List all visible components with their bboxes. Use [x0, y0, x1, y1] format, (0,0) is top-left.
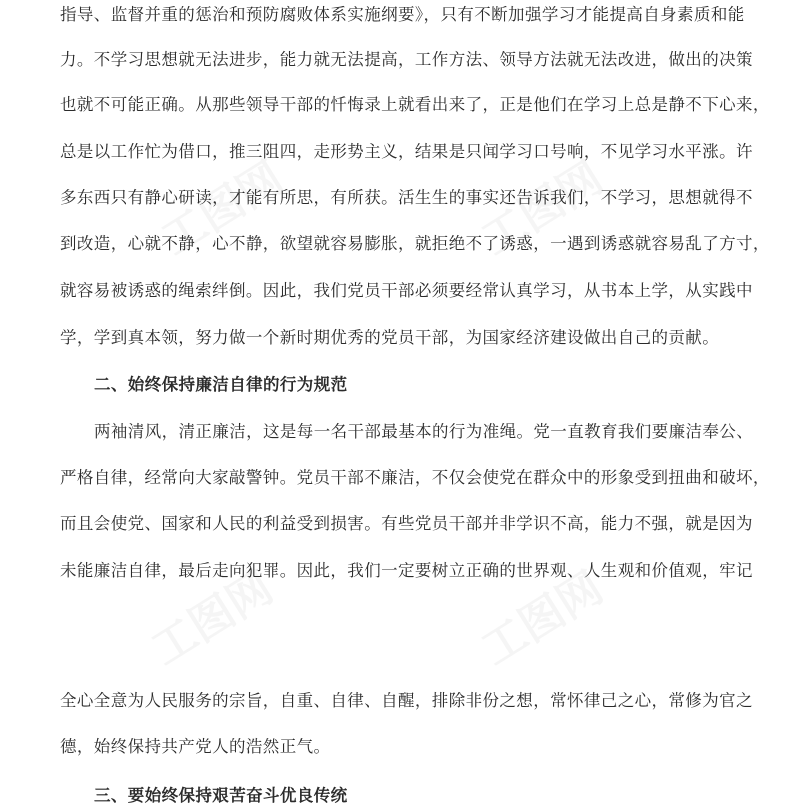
body-line: 严格自律，经常向大家敲警钟。党员干部不廉洁，不仅会使党在群众中的形象受到扭曲和破坏，: [60, 468, 770, 487]
watermark-text: 工图网: [472, 562, 612, 676]
body-line: 到改造，心就不静，心不静，欲望就容易膨胀，就拒绝不了诱惑，一遇到诱惑就容易乱了方寸，: [60, 234, 770, 253]
body-line: 两袖清风，清正廉洁，这是每一名干部最基本的行为准绳。党一直教育我们要廉洁奉公、: [94, 422, 754, 441]
section-heading: 二、始终保持廉洁自律的行为规范: [94, 375, 348, 394]
watermark: [451, 531, 628, 698]
body-line: 德，始终保持共产党人的浩然正气。: [60, 737, 331, 756]
body-line: 而且会使党、国家和人民的利益受到损害。有些党员干部并非学识不高，能力不强，就是因为: [60, 514, 753, 533]
body-line: 指导、监督并重的惩治和预防腐败体系实施纲要》，只有不断加强学习才能提高自身素质和能: [60, 5, 745, 24]
watermark-text: 工图网: [142, 562, 282, 676]
body-line: 多东西只有静心研读，才能有所思，有所获。活生生的事实还告诉我们，不学习，思想就得不: [60, 188, 753, 207]
body-line: 就容易被诱惑的绳索绊倒。因此，我们党员干部必须要经常认真学习，从书本上学，从实践中: [60, 281, 753, 300]
body-line: 也就不可能正确。从那些领导干部的忏悔录上就看出来了，正是他们在学习上总是静不下心来，: [60, 95, 770, 114]
body-line: 未能廉洁自律，最后走向犯罪。因此，我们一定要树立正确的世界观、人生观和价值观，牢记: [60, 561, 753, 580]
section-heading: 三、要始终保持艰苦奋斗优良传统: [94, 786, 348, 805]
watermark: [121, 531, 298, 698]
body-line: 学，学到真本领，努力做一个新时期优秀的党员干部，为国家经济建设做出自己的贡献。: [60, 328, 720, 347]
body-line: 全心全意为人民服务的宗旨，自重、自律、自醒，排除非份之想，常怀律己之心，常修为官之: [60, 691, 753, 710]
watermark-text: 工图网: [472, 152, 612, 266]
watermark-text: 工图网: [152, 152, 292, 266]
body-line: 总是以工作忙为借口，推三阻四，走形势主义，结果是只闻学习口号响，不见学习水平涨。许: [60, 142, 753, 161]
body-line: 力。不学习思想就无法进步，能力就无法提高，工作方法、领导方法就无法改进，做出的决策: [60, 50, 753, 69]
